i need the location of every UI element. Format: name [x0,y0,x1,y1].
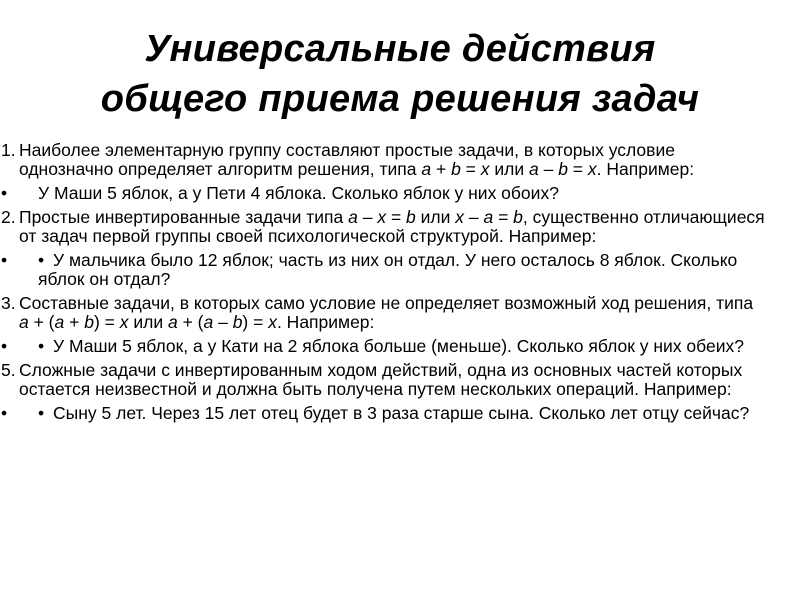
item-number: 5. [1,360,16,380]
bullet-item-1 [1,184,767,203]
item-text-part: Наиболее элементарную группу составляют простые задачи, в которых условие однозначно определяет алгоритм решения, типа [19,140,675,179]
formula: x [455,207,465,227]
formula: x [268,312,277,332]
item-text: Сыну 5 лет. Через 15 лет отец будет в 3 раза старше сына. Сколько лет отцу сейчас? [53,403,750,423]
item-text: Сложные задачи с инвертированным ходом действий, одна из основных частей которых остается неизвестной и должна быть получена путем нескольких операций. Например: [19,360,743,399]
item-text: У мальчика было 12 яблок; часть из них он отдал. У него осталось 8 яблок. Сколько яблок он отдал? [38,250,738,289]
item-number: 1. [1,140,16,160]
numbered-item-1 [1,141,767,179]
item-text: У Маши 5 яблок, а у Пети 4 яблока. Сколько яблок у них обоих? [38,183,559,203]
item-text: Наиболее элементарную группу составляют простые задачи, в которых условие однозначно определяет алгоритм решения, типа a + b = x или a – b = x. Например: [19,140,695,179]
bullet-marker: • [1,403,8,423]
inner-bullet-marker: • [38,403,45,423]
formula: b [451,159,461,179]
item-number: 3. [1,293,16,313]
slide-title-line-2: общего приема решения задач [100,78,700,120]
formula: a [167,312,178,332]
item-number: 2. [1,207,16,227]
slide-title-line-1: Универсальные действия [144,28,656,70]
formula: x [480,159,490,179]
formula: b [513,207,523,227]
numbered-item-3 [1,294,767,332]
formula: a [19,312,29,332]
bullet-marker: • [1,336,8,356]
formula: x [587,159,597,179]
slide-body [1,140,767,428]
formula: b [84,312,94,332]
formula: b [406,207,416,227]
slide-title [20,24,780,124]
formula: a [483,207,494,227]
item-text: Составные задачи, в которых само условие не определяет возможный ход решения, типа a + (a + b) = x или a + (a – b) = x. Например: [19,293,754,332]
inner-bullet-marker: • [38,336,45,356]
item-text: У Маши 5 яблок, а у Кати на 2 яблока больше (меньше). Сколько яблок у них обеих? [53,336,744,356]
bullet-item-4 [1,404,767,423]
formula: x [119,312,129,332]
bullet-item-2 [1,251,767,289]
numbered-item-5 [1,361,767,399]
bullet-marker: • [1,183,8,203]
item-text: Простые инвертированные задачи типа a – x = b или x – a = b, существенно отличающиеся от задач первой группы своей психологической структурой. Например: [19,207,765,246]
formula: a [529,159,539,179]
formula: b [232,312,243,332]
formula: a [348,207,358,227]
formula: a [54,312,65,332]
formula: a [421,159,432,179]
bullet-marker: • [1,250,8,270]
bullet-item-3 [1,337,767,356]
formula: a [203,312,214,332]
formula: b [558,159,568,179]
numbered-item-2 [1,208,767,246]
formula: x [377,207,387,227]
inner-bullet-marker: • [38,250,45,270]
